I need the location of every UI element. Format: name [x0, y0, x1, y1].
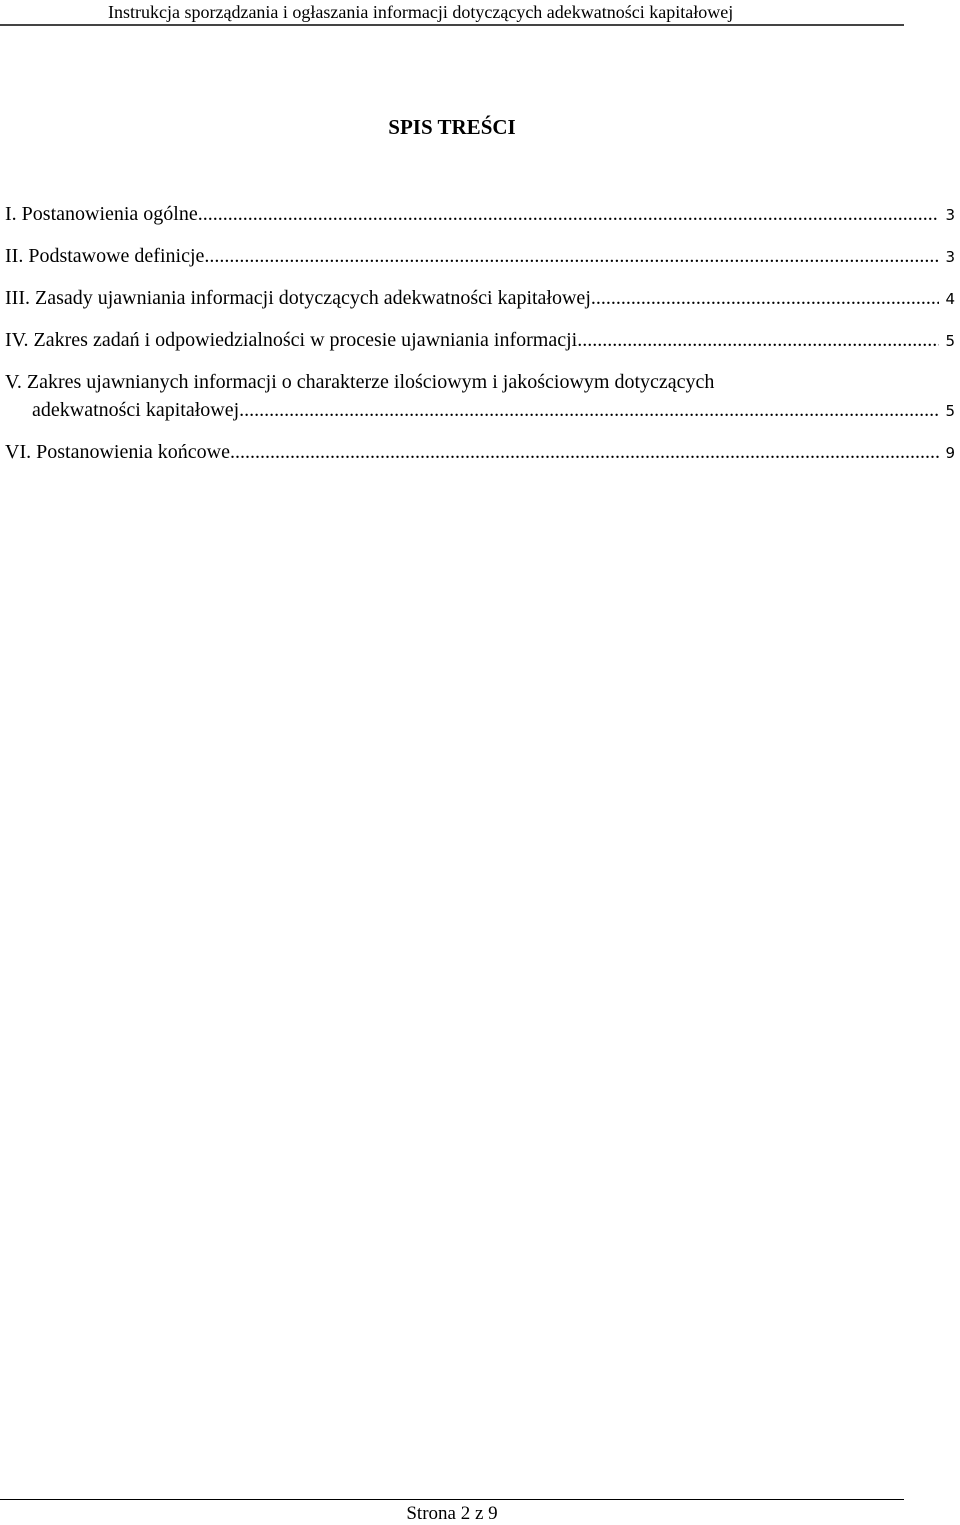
toc-entry-page: 3 — [945, 248, 955, 266]
toc-entry-6[interactable] — [5, 438, 955, 466]
toc-leader-dots — [204, 242, 939, 270]
toc-entry-1[interactable] — [5, 200, 955, 228]
toc-title: SPIS TREŚCI — [388, 115, 516, 139]
toc-entry-text: adekwatności kapitałowej — [32, 399, 240, 421]
toc-leader-dots — [591, 284, 940, 312]
toc-entry-page: 3 — [945, 206, 955, 224]
toc-entry-text: V. Zakres ujawnianych informacji o charakterze ilościowym i jakościowym dotyczących — [5, 371, 715, 393]
toc-entry-text: I. Postanowienia ogólne — [5, 203, 198, 225]
toc-entry-text: II. Podstawowe definicje — [5, 245, 205, 267]
toc-leader-dots — [230, 438, 940, 466]
toc-entry-5[interactable] — [5, 368, 955, 396]
toc-entry-3[interactable] — [5, 284, 955, 312]
toc-entry-2[interactable] — [5, 242, 955, 270]
table-of-contents — [5, 200, 955, 480]
page-number: Strona 2 z 9 — [406, 1503, 498, 1524]
toc-entry-page: 9 — [945, 444, 955, 462]
toc-entry-5-continuation[interactable] — [5, 396, 955, 424]
toc-entry-text: IV. Zakres zadań i odpowiedzialności w procesie ujawniania informacji — [5, 329, 578, 351]
toc-entry-text: VI. Postanowienia końcowe — [5, 441, 230, 463]
toc-entry-4[interactable] — [5, 326, 955, 354]
toc-entry-page: 5 — [945, 332, 955, 350]
toc-leader-dots — [239, 396, 939, 424]
header-title: Instrukcja sporządzania i ogłaszania informacji dotyczących adekwatności kapitałowej — [108, 2, 734, 22]
toc-leader-dots — [198, 200, 940, 228]
toc-entry-page: 5 — [945, 402, 955, 420]
page-footer — [0, 1499, 904, 1525]
toc-entry-text: III. Zasady ujawniania informacji dotyczących adekwatności kapitałowej — [5, 287, 591, 309]
page-header — [0, 0, 904, 26]
toc-leader-dots — [577, 326, 939, 354]
toc-entry-page: 4 — [945, 290, 955, 308]
